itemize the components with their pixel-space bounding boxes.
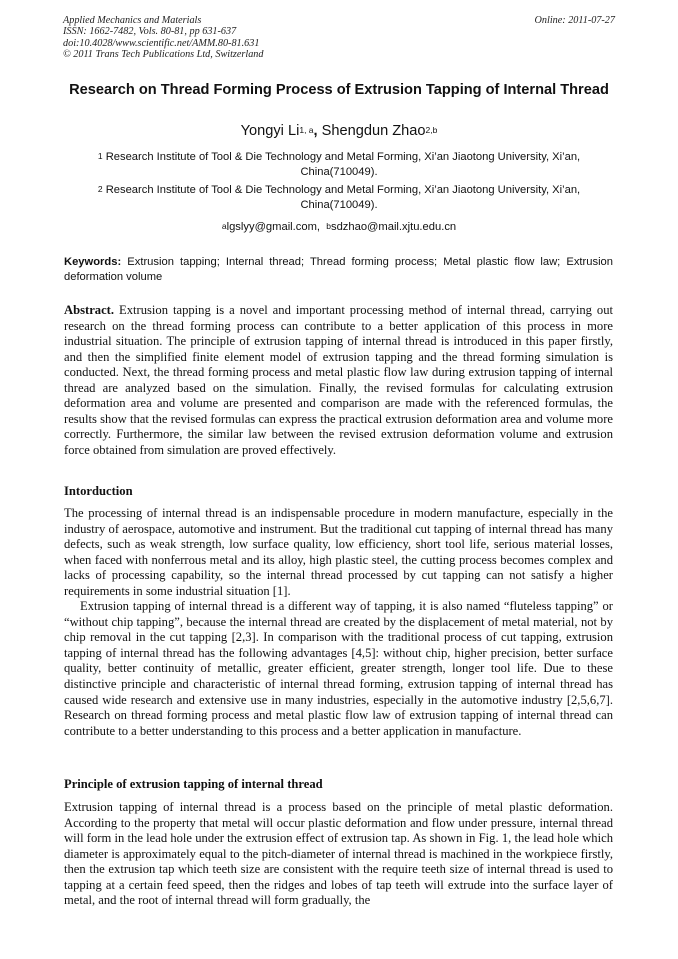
author-separator: , bbox=[313, 123, 322, 139]
abstract-label: Abstract. bbox=[64, 303, 115, 317]
introduction-paragraph-2: Extrusion tapping of internal thread is a different way of tapping, it is also named “fluteless tapping” or “without chip tapping”, because the internal thread are created by the displacement of metal material, not by chip removal in the cut tapping [2,3]. In comparison with the traditional process of cut tapping, extrusion tapping of internal thread has the following advantages [4,5]: without chip, higher precision, better surface quality, better continuity of metallic, greater efficient, greater strength, longer tool life. Due to these distinctive principle and characteristic of internal thread forming, extrusion tapping of internal thread has caused wide research and extensive use in many industries, especially in the automotive industry [2,5,6,7]. Research on thread forming process and metal plastic flow law of extrusion tapping of internal thread can contribute to a better understanding to this process and a better application in manufacture. bbox=[64, 599, 613, 738]
paper-title: Research on Thread Forming Process of Extrusion Tapping of Internal Thread bbox=[69, 82, 609, 98]
keywords bbox=[64, 255, 613, 284]
affiliation-1-number: 1 bbox=[97, 151, 103, 161]
author-line bbox=[60, 122, 618, 140]
journal-header bbox=[63, 15, 263, 60]
affiliation-1 bbox=[64, 150, 614, 180]
journal-name: Applied Mechanics and Materials bbox=[63, 15, 202, 26]
email-b[interactable]: sdzhao@mail.xjtu.edu.cn bbox=[330, 221, 457, 233]
section-heading-principle: Principle of extrusion tapping of internal thread bbox=[64, 777, 323, 791]
introduction-body bbox=[64, 506, 613, 739]
email-b-superscript: b bbox=[326, 221, 331, 231]
author-emails bbox=[60, 220, 618, 234]
author-1: Yongyi Li bbox=[240, 123, 300, 139]
affiliation-2-text: Research Institute of Tool & Die Technology and Metal Forming, Xi’an Jiaotong University, Xi’an, China(710049). bbox=[105, 184, 581, 211]
journal-doi: doi:10.4028/www.scientific.net/AMM.80-81.631 bbox=[63, 37, 260, 49]
abstract bbox=[64, 303, 613, 458]
email-a-superscript: a bbox=[221, 221, 227, 231]
email-a[interactable]: lgslyy@gmail.com, bbox=[226, 221, 321, 233]
affiliation-2 bbox=[64, 183, 614, 213]
online-date: Online: 2011-07-27 bbox=[534, 15, 615, 26]
author-1-superscript: 1, a bbox=[299, 125, 314, 135]
introduction-paragraph-1: The processing of internal thread is an indispensable procedure in modern manufacture, especially in the industry of aerospace, automotive and instrument. But the traditional cut tapping of internal thread has many defects, such as weak strength, low surface quality, low efficiency, short tool life, serious material losses, when faced with nonferrous metal and its alloy, high plastic steel, the cutting process becomes complex and lacks of processing capability, so the internal thread processed by cut tapping can not satisfy a higher requirements in some industrial situation [1]. bbox=[64, 506, 613, 598]
author-2: Shengdun Zhao bbox=[321, 123, 426, 139]
keywords-label: Keywords: bbox=[64, 256, 122, 268]
principle-paragraph: Extrusion tapping of internal thread is a process based on the principle of metal plastic deformation. According to the property that metal will occur plastic deformation and flow under pressure, internal thread will form in the lead hole under the extrusion effect of extrusion tap. As shown in Fig. 1, the lead hole which diameter is approximately equal to the pitch-diameter of internal thread is machined in the workpiece firstly, then the extrusion tap which teeth size are consistent with the require teeth size of internal thread is used to tapping at a certain feed speed, then the ridges and lobes of tap teeth will extrude into the surface layer of metal, and the root of internal thread will form gradually, the bbox=[64, 800, 613, 908]
journal-copyright: © 2011 Trans Tech Publications Ltd, Switzerland bbox=[63, 48, 264, 60]
affiliation-1-text: Research Institute of Tool & Die Technology and Metal Forming, Xi’an Jiaotong University, Xi’an, China(710049). bbox=[105, 151, 581, 178]
section-heading-introduction: Intorduction bbox=[64, 484, 133, 498]
author-2-superscript: 2,b bbox=[425, 125, 438, 135]
keywords-text: Extrusion tapping; Internal thread; Thread forming process; Metal plastic flow law; Extrusion deformation volume bbox=[64, 256, 613, 283]
journal-issn: ISSN: 1662-7482, Vols. 80-81, pp 631-637 bbox=[63, 26, 237, 38]
abstract-text: Extrusion tapping is a novel and important processing method of internal thread, carrying out research on the thread forming process can contribute to a better application of this process in more industrial situation. The principle of extrusion tapping of internal thread is introduced in this paper firstly, and then the simplified finite element model of extrusion tapping and the thread forming simulation is conducted. Next, the thread forming process and metal plastic flow law during extrusion tapping of internal thread are analyzed based on the simulation. Finally, the revised formulas for calculating extrusion deformation area and volume are presented and comparison are made with the referenced formulas, the results show that the revised formulas can express the practical extrusion deformation area and volume more correctly. Furthermore, the similar law between the revised extrusion deformation volume and extrusion force obtained from simulation are proved effectively. bbox=[64, 303, 613, 457]
affiliation-2-number: 2 bbox=[97, 184, 103, 194]
